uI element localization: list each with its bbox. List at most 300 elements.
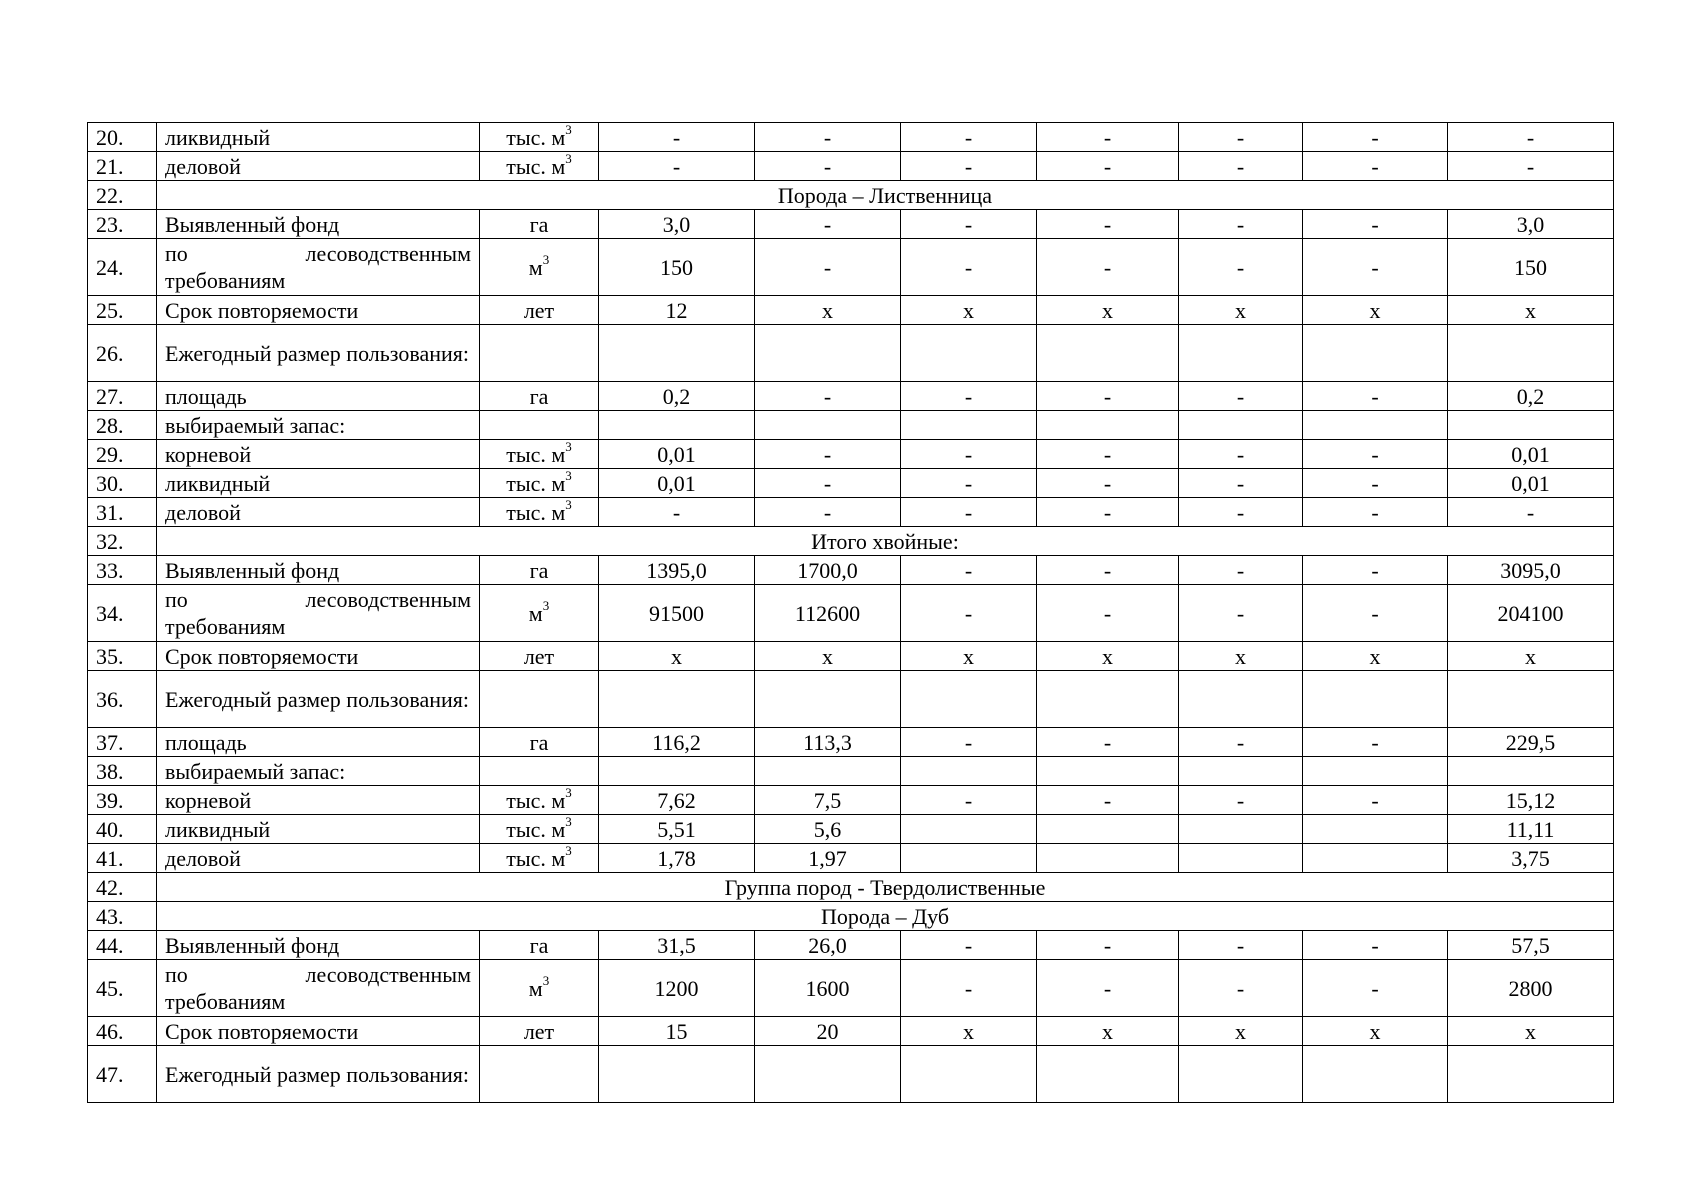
value-cell: [755, 757, 901, 786]
table-row: [88, 671, 1614, 728]
value-cell: -: [901, 786, 1037, 815]
table-row: [88, 585, 1614, 642]
row-number-cell: 29.: [88, 440, 157, 469]
unit-superscript: 3: [565, 151, 572, 167]
row-number-cell: 27.: [88, 382, 157, 411]
value-cell: х: [1179, 296, 1303, 325]
value-cell: х: [1037, 296, 1179, 325]
table-row: [88, 786, 1614, 815]
value-cell: -: [755, 440, 901, 469]
unit-cell: [480, 382, 599, 411]
value-cell: -: [901, 498, 1037, 527]
indicator-name-cell: ликвидный: [157, 815, 480, 844]
unit-text: м: [528, 975, 543, 1001]
value-cell: -: [599, 152, 755, 181]
value-cell: -: [1303, 585, 1448, 642]
unit-text: га: [529, 932, 549, 958]
value-cell: -: [1303, 498, 1448, 527]
unit-cell: [480, 757, 599, 786]
value-cell: [1303, 325, 1448, 382]
value-cell: -: [901, 239, 1037, 296]
value-cell: -: [1179, 728, 1303, 757]
value-cell: [1448, 1046, 1614, 1103]
value-cell: 1700,0: [755, 556, 901, 585]
row-number-cell: 31.: [88, 498, 157, 527]
indicator-name-cell: выбираемый запас:: [157, 411, 480, 440]
value-cell: -: [901, 960, 1037, 1017]
value-cell: -: [1037, 152, 1179, 181]
value-cell: -: [1037, 931, 1179, 960]
value-cell: -: [1037, 123, 1179, 152]
value-cell: 12: [599, 296, 755, 325]
value-cell: х: [901, 1017, 1037, 1046]
value-cell: -: [755, 498, 901, 527]
value-cell: -: [901, 931, 1037, 960]
indicator-name-cell: по лесоводственным требованиям: [157, 960, 480, 1017]
value-cell: -: [1037, 786, 1179, 815]
unit-text: м: [528, 600, 543, 626]
section-title-cell: Итого хвойные:: [157, 527, 1614, 556]
table-row: [88, 152, 1614, 181]
value-cell: -: [755, 210, 901, 239]
indicator-name-cell: Ежегодный размер пользования:: [157, 1046, 480, 1103]
value-cell: -: [1303, 152, 1448, 181]
value-cell: [1448, 325, 1614, 382]
table-row: [88, 239, 1614, 296]
value-cell: -: [1179, 123, 1303, 152]
value-cell: -: [901, 469, 1037, 498]
value-cell: -: [1037, 440, 1179, 469]
unit-cell: [480, 469, 599, 498]
value-cell: х: [1037, 642, 1179, 671]
value-cell: 1600: [755, 960, 901, 1017]
unit-superscript: 3: [565, 439, 572, 455]
row-number-cell: 24.: [88, 239, 157, 296]
row-number-cell: 47.: [88, 1046, 157, 1103]
unit-text: тыс. м: [506, 470, 566, 496]
value-cell: -: [1303, 210, 1448, 239]
value-cell: -: [1448, 152, 1614, 181]
unit-text: тыс. м: [506, 441, 566, 467]
value-cell: х: [1303, 642, 1448, 671]
unit-cell: [480, 152, 599, 181]
unit-text: тыс. м: [506, 787, 566, 813]
value-cell: [1448, 757, 1614, 786]
table-row: [88, 411, 1614, 440]
value-cell: [1037, 757, 1179, 786]
value-cell: 0,01: [1448, 440, 1614, 469]
unit-text: га: [529, 557, 549, 583]
value-cell: 5,51: [599, 815, 755, 844]
table-row: [88, 210, 1614, 239]
row-number-cell: 30.: [88, 469, 157, 498]
section-title-cell: Группа пород - Твердолиственные: [157, 873, 1614, 902]
unit-cell: [480, 815, 599, 844]
row-number-cell: 23.: [88, 210, 157, 239]
value-cell: -: [1179, 440, 1303, 469]
unit-cell: [480, 440, 599, 469]
value-cell: 1,78: [599, 844, 755, 873]
row-number-cell: 35.: [88, 642, 157, 671]
value-cell: 20: [755, 1017, 901, 1046]
value-cell: [1179, 757, 1303, 786]
table-row: [88, 931, 1614, 960]
unit-cell: [480, 239, 599, 296]
value-cell: х: [1448, 642, 1614, 671]
unit-cell: [480, 728, 599, 757]
value-cell: 229,5: [1448, 728, 1614, 757]
section-row: [88, 873, 1614, 902]
row-number-cell: 28.: [88, 411, 157, 440]
value-cell: 116,2: [599, 728, 755, 757]
value-cell: х: [1037, 1017, 1179, 1046]
value-cell: [901, 671, 1037, 728]
indicator-name-cell: корневой: [157, 786, 480, 815]
row-number-cell: 32.: [88, 527, 157, 556]
value-cell: -: [1179, 239, 1303, 296]
unit-text: лет: [523, 643, 555, 669]
unit-text: лет: [523, 297, 555, 323]
value-cell: [1037, 1046, 1179, 1103]
value-cell: -: [1037, 960, 1179, 1017]
value-cell: 0,2: [1448, 382, 1614, 411]
indicator-name-cell: Срок повторяемости: [157, 642, 480, 671]
row-number-cell: 34.: [88, 585, 157, 642]
indicator-name-cell: выбираемый запас:: [157, 757, 480, 786]
value-cell: -: [901, 440, 1037, 469]
value-cell: 7,5: [755, 786, 901, 815]
unit-superscript: 3: [542, 598, 550, 614]
value-cell: -: [1179, 960, 1303, 1017]
table-row: [88, 844, 1614, 873]
row-number-cell: 41.: [88, 844, 157, 873]
value-cell: х: [1448, 296, 1614, 325]
value-cell: [1037, 844, 1179, 873]
value-cell: [1179, 815, 1303, 844]
table-row: [88, 325, 1614, 382]
indicator-name-cell: деловой: [157, 498, 480, 527]
value-cell: -: [599, 123, 755, 152]
value-cell: 91500: [599, 585, 755, 642]
row-number-cell: 21.: [88, 152, 157, 181]
value-cell: 150: [1448, 239, 1614, 296]
unit-cell: [480, 325, 599, 382]
value-cell: 3,75: [1448, 844, 1614, 873]
row-number-cell: 25.: [88, 296, 157, 325]
row-number-cell: 38.: [88, 757, 157, 786]
value-cell: х: [599, 642, 755, 671]
value-cell: [599, 411, 755, 440]
table-row: [88, 440, 1614, 469]
indicator-name-cell: ликвидный: [157, 123, 480, 152]
row-number-cell: 26.: [88, 325, 157, 382]
unit-superscript: 3: [565, 468, 572, 484]
value-cell: -: [1303, 728, 1448, 757]
value-cell: х: [1448, 1017, 1614, 1046]
value-cell: -: [1179, 210, 1303, 239]
unit-superscript: 3: [565, 785, 572, 801]
value-cell: х: [901, 642, 1037, 671]
value-cell: 112600: [755, 585, 901, 642]
unit-cell: [480, 786, 599, 815]
value-cell: 15: [599, 1017, 755, 1046]
value-cell: [755, 411, 901, 440]
value-cell: х: [755, 296, 901, 325]
value-cell: [755, 1046, 901, 1103]
value-cell: -: [1303, 382, 1448, 411]
table-row: [88, 498, 1614, 527]
value-cell: -: [1037, 728, 1179, 757]
value-cell: х: [901, 296, 1037, 325]
value-cell: -: [755, 382, 901, 411]
value-cell: 204100: [1448, 585, 1614, 642]
unit-text: м: [528, 254, 543, 280]
row-number-cell: 44.: [88, 931, 157, 960]
row-number-cell: 22.: [88, 181, 157, 210]
value-cell: [599, 671, 755, 728]
indicator-name-cell: Выявленный фонд: [157, 556, 480, 585]
unit-cell: [480, 498, 599, 527]
table-row: [88, 556, 1614, 585]
unit-text: га: [529, 211, 549, 237]
row-number-cell: 40.: [88, 815, 157, 844]
unit-text: га: [529, 729, 549, 755]
table-row: [88, 382, 1614, 411]
value-cell: -: [755, 469, 901, 498]
value-cell: [1037, 815, 1179, 844]
row-number-cell: 20.: [88, 123, 157, 152]
section-title-cell: Порода – Дуб: [157, 902, 1614, 931]
value-cell: -: [755, 123, 901, 152]
value-cell: 31,5: [599, 931, 755, 960]
value-cell: -: [755, 152, 901, 181]
value-cell: 0,01: [599, 440, 755, 469]
row-number-cell: 46.: [88, 1017, 157, 1046]
value-cell: [1179, 671, 1303, 728]
value-cell: -: [1448, 123, 1614, 152]
value-cell: -: [1303, 239, 1448, 296]
indicator-name-cell: Ежегодный размер пользования:: [157, 671, 480, 728]
table-body: [88, 123, 1614, 1103]
unit-cell: [480, 1017, 599, 1046]
value-cell: [1179, 411, 1303, 440]
value-cell: 3,0: [1448, 210, 1614, 239]
value-cell: -: [1037, 498, 1179, 527]
value-cell: [901, 411, 1037, 440]
value-cell: 3,0: [599, 210, 755, 239]
unit-text: тыс. м: [506, 153, 566, 179]
unit-superscript: 3: [565, 814, 572, 830]
row-number-cell: 43.: [88, 902, 157, 931]
unit-cell: [480, 931, 599, 960]
unit-text: тыс. м: [506, 845, 566, 871]
unit-cell: [480, 671, 599, 728]
value-cell: -: [901, 152, 1037, 181]
table-row: [88, 469, 1614, 498]
value-cell: 5,6: [755, 815, 901, 844]
value-cell: -: [755, 239, 901, 296]
value-cell: -: [901, 556, 1037, 585]
value-cell: -: [1179, 556, 1303, 585]
value-cell: -: [1037, 210, 1179, 239]
value-cell: 0,01: [599, 469, 755, 498]
value-cell: х: [755, 642, 901, 671]
value-cell: [1037, 671, 1179, 728]
value-cell: [599, 757, 755, 786]
value-cell: [755, 325, 901, 382]
unit-cell: [480, 123, 599, 152]
unit-cell: [480, 642, 599, 671]
value-cell: 0,2: [599, 382, 755, 411]
unit-cell: [480, 556, 599, 585]
value-cell: [599, 1046, 755, 1103]
value-cell: -: [1303, 786, 1448, 815]
value-cell: 1200: [599, 960, 755, 1017]
value-cell: -: [1179, 498, 1303, 527]
value-cell: [1037, 411, 1179, 440]
table-row: [88, 960, 1614, 1017]
table-row: [88, 728, 1614, 757]
table-row: [88, 815, 1614, 844]
value-cell: -: [1179, 585, 1303, 642]
value-cell: -: [1303, 123, 1448, 152]
value-cell: -: [901, 585, 1037, 642]
value-cell: -: [1179, 469, 1303, 498]
indicator-name-cell: деловой: [157, 152, 480, 181]
value-cell: [755, 671, 901, 728]
value-cell: [901, 844, 1037, 873]
data-table: [87, 122, 1614, 1103]
value-cell: [1303, 844, 1448, 873]
value-cell: -: [599, 498, 755, 527]
section-row: [88, 902, 1614, 931]
section-row: [88, 181, 1614, 210]
table-row: [88, 123, 1614, 152]
value-cell: [1037, 325, 1179, 382]
value-cell: 15,12: [1448, 786, 1614, 815]
table-row: [88, 1017, 1614, 1046]
value-cell: [1179, 1046, 1303, 1103]
unit-cell: [480, 411, 599, 440]
value-cell: [1303, 671, 1448, 728]
indicator-name-cell: ликвидный: [157, 469, 480, 498]
value-cell: 150: [599, 239, 755, 296]
value-cell: -: [1037, 556, 1179, 585]
value-cell: [1179, 325, 1303, 382]
value-cell: 26,0: [755, 931, 901, 960]
row-number-cell: 45.: [88, 960, 157, 1017]
indicator-name-cell: по лесоводственным требованиям: [157, 239, 480, 296]
value-cell: -: [1179, 786, 1303, 815]
indicator-name-cell: площадь: [157, 728, 480, 757]
value-cell: -: [1179, 931, 1303, 960]
unit-text: тыс. м: [506, 816, 566, 842]
value-cell: [1179, 844, 1303, 873]
value-cell: 2800: [1448, 960, 1614, 1017]
value-cell: -: [1037, 239, 1179, 296]
unit-superscript: 3: [565, 497, 572, 513]
value-cell: 113,3: [755, 728, 901, 757]
value-cell: -: [1037, 382, 1179, 411]
unit-superscript: 3: [542, 973, 550, 989]
value-cell: -: [901, 728, 1037, 757]
value-cell: 57,5: [1448, 931, 1614, 960]
value-cell: [599, 325, 755, 382]
value-cell: [1303, 1046, 1448, 1103]
table-row: [88, 1046, 1614, 1103]
table-row: [88, 296, 1614, 325]
indicator-name-cell: Выявленный фонд: [157, 931, 480, 960]
row-number-cell: 42.: [88, 873, 157, 902]
unit-cell: [480, 210, 599, 239]
unit-text: тыс. м: [506, 124, 566, 150]
value-cell: 1,97: [755, 844, 901, 873]
indicator-name-cell: корневой: [157, 440, 480, 469]
row-number-cell: 39.: [88, 786, 157, 815]
table-row: [88, 642, 1614, 671]
value-cell: [901, 1046, 1037, 1103]
indicator-name-cell: Выявленный фонд: [157, 210, 480, 239]
unit-text: лет: [523, 1018, 555, 1044]
value-cell: -: [1303, 440, 1448, 469]
value-cell: -: [1037, 469, 1179, 498]
unit-cell: [480, 844, 599, 873]
indicator-name-cell: площадь: [157, 382, 480, 411]
value-cell: -: [1037, 585, 1179, 642]
value-cell: [1303, 757, 1448, 786]
unit-superscript: 3: [565, 122, 572, 138]
value-cell: [1448, 671, 1614, 728]
unit-cell: [480, 960, 599, 1017]
unit-superscript: 3: [565, 843, 572, 859]
value-cell: х: [1179, 1017, 1303, 1046]
value-cell: -: [1303, 469, 1448, 498]
section-title-cell: Порода – Лиственница: [157, 181, 1614, 210]
row-number-cell: 33.: [88, 556, 157, 585]
row-number-cell: 36.: [88, 671, 157, 728]
value-cell: 0,01: [1448, 469, 1614, 498]
indicator-name-cell: деловой: [157, 844, 480, 873]
value-cell: -: [1179, 382, 1303, 411]
value-cell: 1395,0: [599, 556, 755, 585]
table-row: [88, 757, 1614, 786]
value-cell: 7,62: [599, 786, 755, 815]
value-cell: [901, 757, 1037, 786]
value-cell: х: [1303, 296, 1448, 325]
value-cell: -: [901, 123, 1037, 152]
unit-superscript: 3: [542, 252, 550, 268]
value-cell: -: [1448, 498, 1614, 527]
unit-text: тыс. м: [506, 499, 566, 525]
indicator-name-cell: Ежегодный размер пользования:: [157, 325, 480, 382]
indicator-name-cell: по лесоводственным требованиям: [157, 585, 480, 642]
value-cell: [1448, 411, 1614, 440]
indicator-name-cell: Срок повторяемости: [157, 296, 480, 325]
value-cell: [1303, 411, 1448, 440]
value-cell: [901, 325, 1037, 382]
unit-cell: [480, 296, 599, 325]
value-cell: -: [1303, 556, 1448, 585]
value-cell: х: [1303, 1017, 1448, 1046]
value-cell: [1303, 815, 1448, 844]
value-cell: 3095,0: [1448, 556, 1614, 585]
value-cell: 11,11: [1448, 815, 1614, 844]
value-cell: х: [1179, 642, 1303, 671]
indicator-name-cell: Срок повторяемости: [157, 1017, 480, 1046]
value-cell: -: [1303, 960, 1448, 1017]
value-cell: [901, 815, 1037, 844]
section-row: [88, 527, 1614, 556]
